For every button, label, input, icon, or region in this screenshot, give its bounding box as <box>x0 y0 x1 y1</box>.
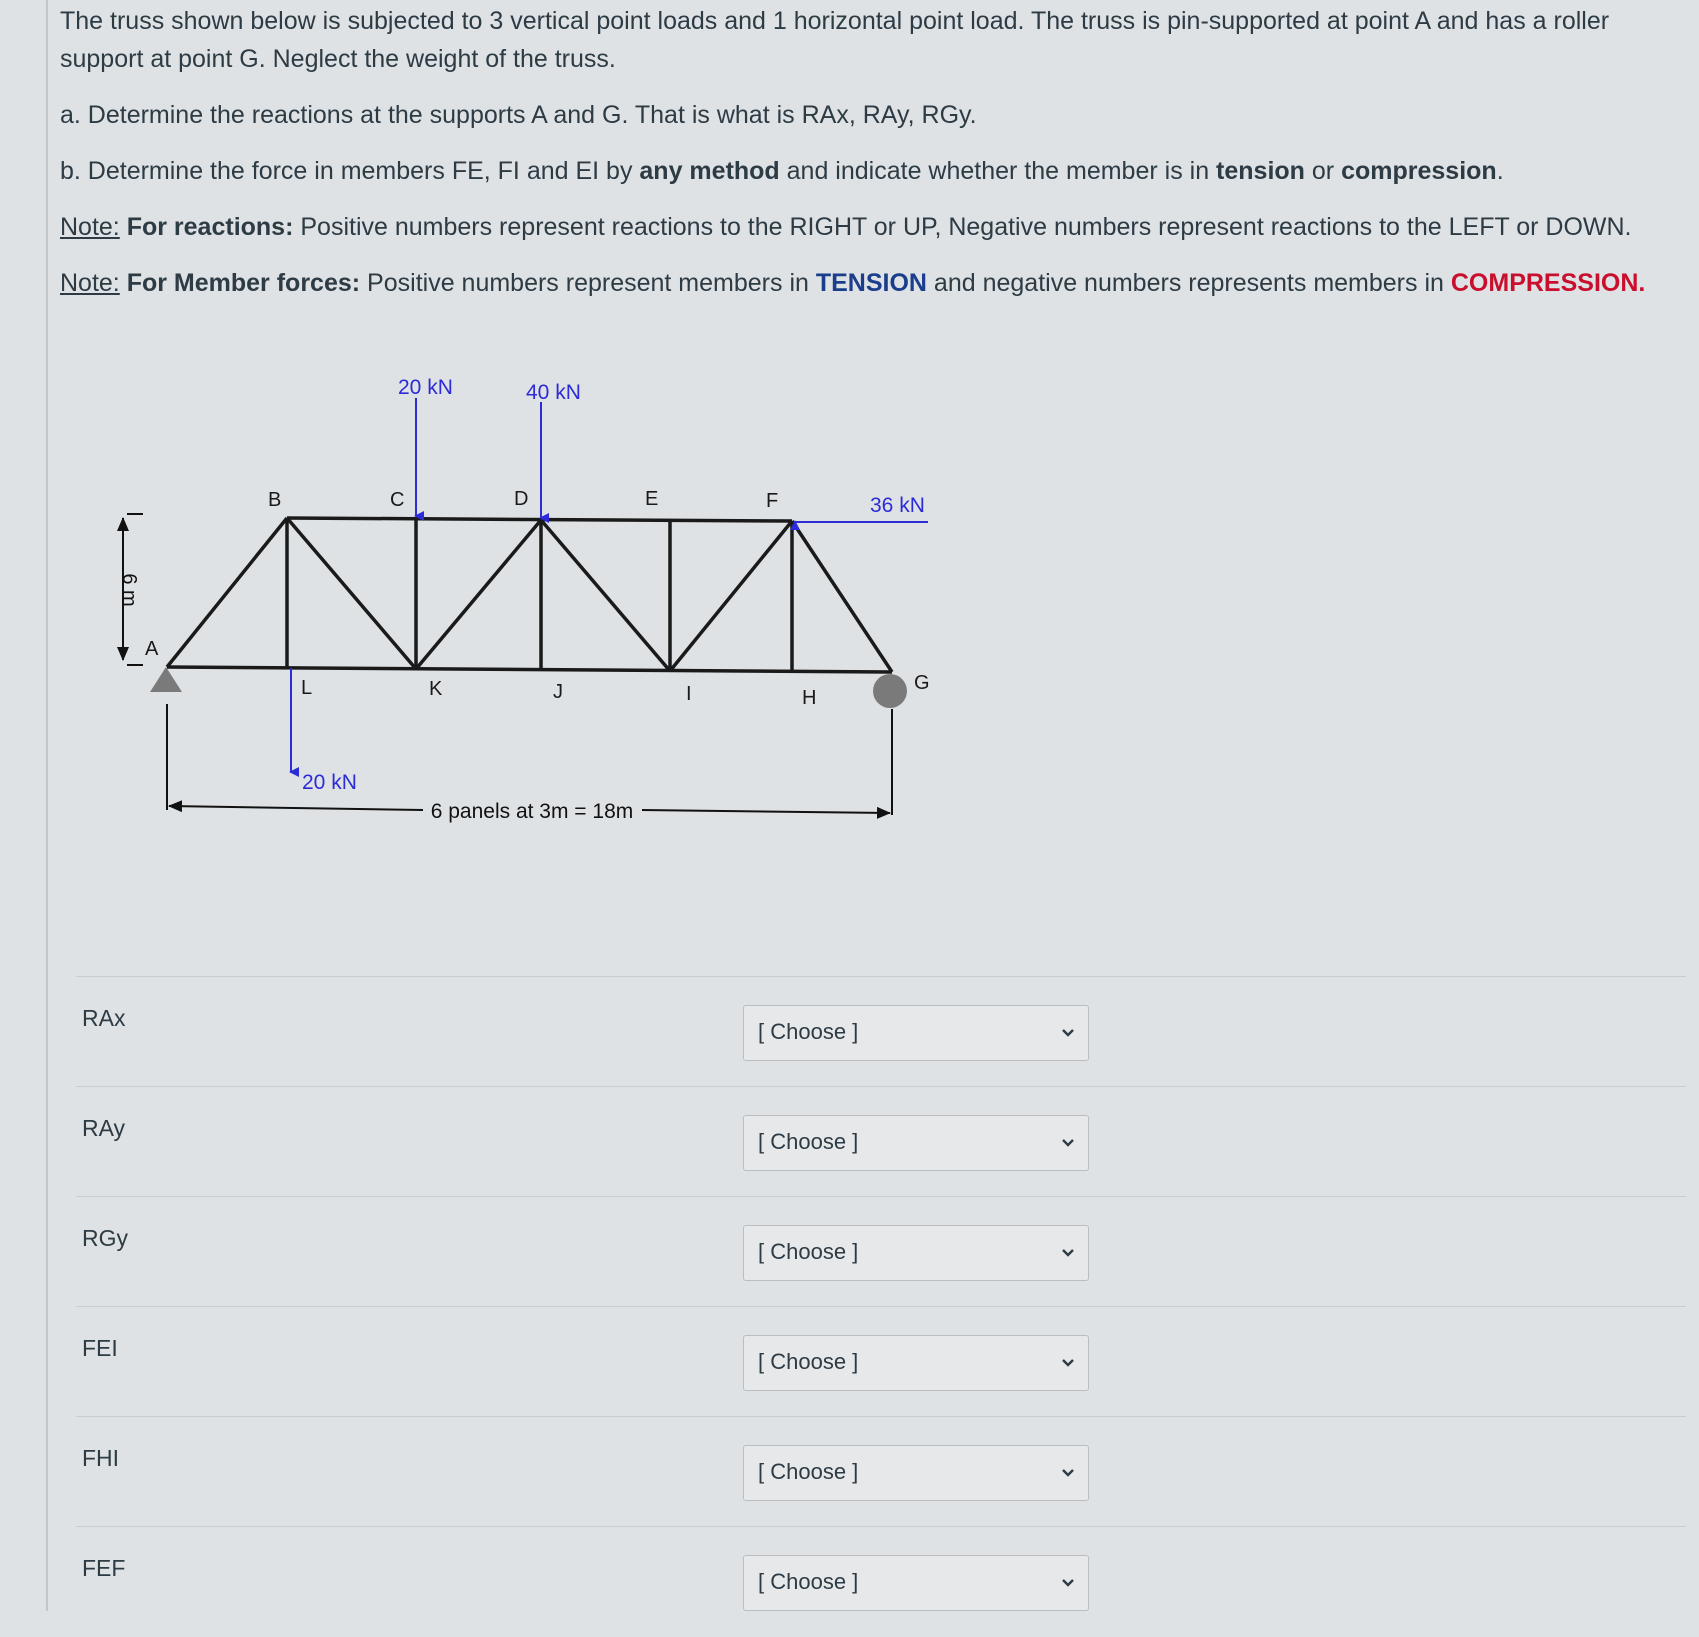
select-value: [ Choose ] <box>758 1459 859 1484</box>
chevron-down-icon <box>1058 1243 1078 1263</box>
member-bottom-chord <box>167 667 892 672</box>
node-label-I: I <box>686 683 692 705</box>
answer-row-ray <box>76 1086 1686 1197</box>
note-text: Positive numbers represent reactions to the RIGHT or UP, Negative numbers represent reactions to the LEFT or DOWN. <box>293 213 1632 241</box>
span-dimension-line-left <box>169 806 423 810</box>
chevron-down-icon <box>1058 1353 1078 1373</box>
answer-label-fef: FEF <box>82 1555 126 1581</box>
node-label-K: K <box>429 678 443 700</box>
load-label-D: 40 kN <box>526 381 581 404</box>
node-label-J: J <box>553 681 563 703</box>
fhi-select[interactable] <box>743 1445 1089 1501</box>
span-dimension-line-right <box>642 810 890 813</box>
part-b-emphasis-tension: tension <box>1216 157 1305 185</box>
load-label-L: 20 kN <box>302 771 357 794</box>
select-value: [ Choose ] <box>758 1129 859 1154</box>
member-AB <box>167 518 287 667</box>
select-value: [ Choose ] <box>758 1019 859 1044</box>
rgy-select[interactable] <box>743 1225 1089 1281</box>
chevron-down-icon <box>1058 1023 1078 1043</box>
note-label: Note: <box>60 269 120 297</box>
answer-row-fef <box>76 1526 1686 1637</box>
answer-label-fhi: FHI <box>82 1445 120 1471</box>
rax-select[interactable] <box>743 1005 1089 1061</box>
question-part-a: a. Determine the reactions at the supports A and G. That is what is RAx, RAy, RGy. <box>60 101 977 129</box>
note-label: Note: <box>60 213 120 241</box>
member-BK <box>287 518 416 669</box>
compression-label: COMPRESSION. <box>1450 269 1646 297</box>
member-KD <box>416 520 541 669</box>
pin-support-A <box>150 667 182 692</box>
node-label-E: E <box>645 488 659 510</box>
tension-label: TENSION <box>815 269 927 297</box>
member-FG <box>792 521 892 672</box>
ray-select[interactable] <box>743 1115 1089 1171</box>
answer-row-rgy <box>76 1196 1686 1307</box>
select-value: [ Choose ] <box>758 1569 859 1594</box>
chevron-down-icon <box>1058 1573 1078 1593</box>
answer-label-rax: RAx <box>82 1005 126 1031</box>
chevron-down-icon <box>1058 1133 1078 1153</box>
note-heading: For reactions: <box>119 213 294 241</box>
span-dimension-label: 6 panels at 3m = 18m <box>430 800 634 823</box>
question-intro: The truss shown below is subjected to 3 vertical point loads and 1 horizontal point load. The truss is pin-supported at point A and has a roller support at point G. Neglect the weight of the truss. <box>60 7 1610 73</box>
answer-row-fhi <box>76 1416 1686 1527</box>
part-b-emphasis-compression: compression <box>1341 157 1497 185</box>
node-label-A: A <box>145 638 159 660</box>
load-label-C: 20 kN <box>398 376 453 399</box>
answer-row-fei <box>76 1306 1686 1417</box>
fef-select[interactable] <box>743 1555 1089 1611</box>
truss-members <box>167 518 892 672</box>
part-b-emphasis-method: any method <box>639 157 780 185</box>
answer-label-ray: RAy <box>82 1115 126 1141</box>
node-label-D: D <box>514 488 529 510</box>
answer-label-rgy: RGy <box>82 1225 128 1251</box>
node-label-L: L <box>301 677 313 699</box>
node-label-G: G <box>914 672 930 694</box>
roller-support-G <box>873 674 907 708</box>
part-b-text: or <box>1304 157 1342 185</box>
member-DI <box>541 520 670 671</box>
node-label-H: H <box>802 687 817 709</box>
part-b-text: b. Determine the force in members FE, FI and EI by <box>60 157 640 185</box>
truss-diagram <box>0 0 1000 880</box>
node-label-B: B <box>268 489 282 511</box>
select-value: [ Choose ] <box>758 1349 859 1374</box>
select-value: [ Choose ] <box>758 1239 859 1264</box>
note-text: and negative numbers represents members in <box>926 269 1451 297</box>
node-label-C: C <box>390 489 405 511</box>
node-label-F: F <box>766 490 779 512</box>
note-heading: For Member forces: <box>119 269 361 297</box>
chevron-down-icon <box>1058 1463 1078 1483</box>
fei-select[interactable] <box>743 1335 1089 1391</box>
part-b-text: . <box>1496 157 1504 185</box>
answer-label-fei: FEI <box>82 1335 118 1361</box>
member-FI <box>670 521 792 671</box>
load-label-F: 36 kN <box>870 494 925 517</box>
note-text: Positive numbers represent members in <box>360 269 816 297</box>
height-dimension-label: 6 m <box>118 573 140 607</box>
answer-row-rax <box>76 976 1686 1087</box>
part-b-text: and indicate whether the member is in <box>779 157 1217 185</box>
